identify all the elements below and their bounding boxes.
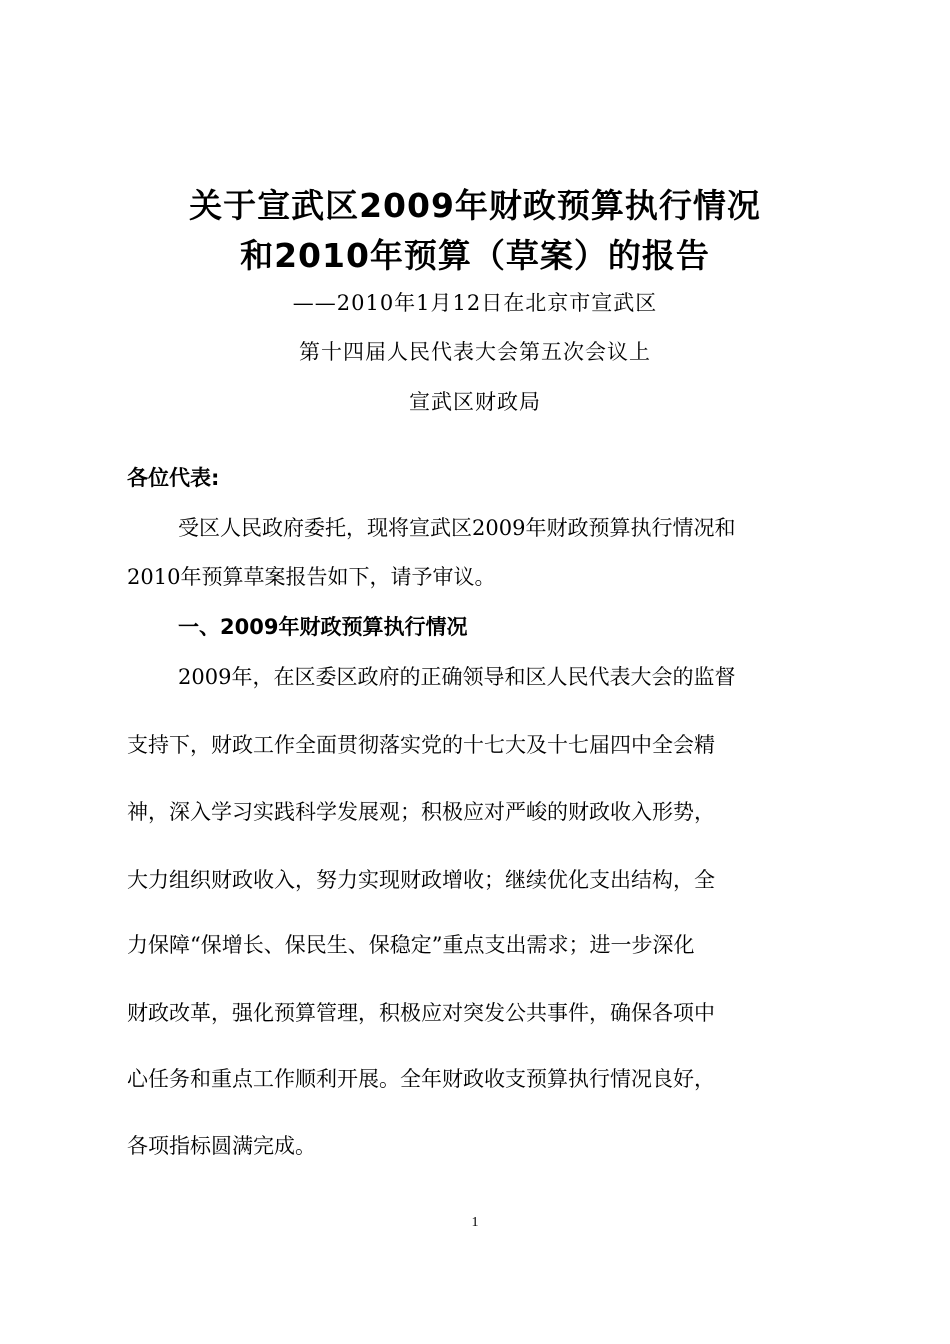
body-line: 大力组织财政收入，努力实现财政增收；继续优化支出结构，全 [127, 868, 715, 892]
intro-line-2: 2010年预算草案报告如下，请予审议。 [127, 565, 496, 589]
subtitle-session: 第十四届人民代表大会第五次会议上 [299, 340, 651, 364]
body-line: 神，深入学习实践科学发展观；积极应对严峻的财政收入形势， [127, 800, 715, 824]
page-number: 1 [471, 1215, 479, 1230]
body-line: 各项指标圆满完成。 [127, 1134, 316, 1158]
body-line: 力保障“保增长、保民生、保稳定”重点支出需求；进一步深化 [127, 933, 695, 957]
section-heading: 一、2009年财政预算执行情况 [178, 615, 468, 639]
body-line: 2009年，在区委区政府的正确领导和区人民代表大会的监督 [178, 665, 736, 689]
report-title-line-2: 和2010年预算（草案）的报告 [240, 236, 710, 275]
salutation: 各位代表: [127, 466, 220, 490]
subtitle-date-venue: ——2010年1月12日在北京市宣武区 [292, 291, 658, 315]
intro-line-1: 受区人民政府委托，现将宣武区2009年财政预算执行情况和 [178, 516, 736, 540]
body-line: 心任务和重点工作顺利开展。全年财政收支预算执行情况良好， [127, 1067, 715, 1091]
body-line: 财政改革，强化预算管理，积极应对突发公共事件，确保各项中 [127, 1001, 715, 1025]
body-line: 支持下，财政工作全面贯彻落实党的十七大及十七届四中全会精 [127, 733, 715, 757]
report-title-line-1: 关于宣武区2009年财政预算执行情况 [189, 186, 761, 225]
subtitle-author: 宣武区财政局 [409, 390, 541, 414]
